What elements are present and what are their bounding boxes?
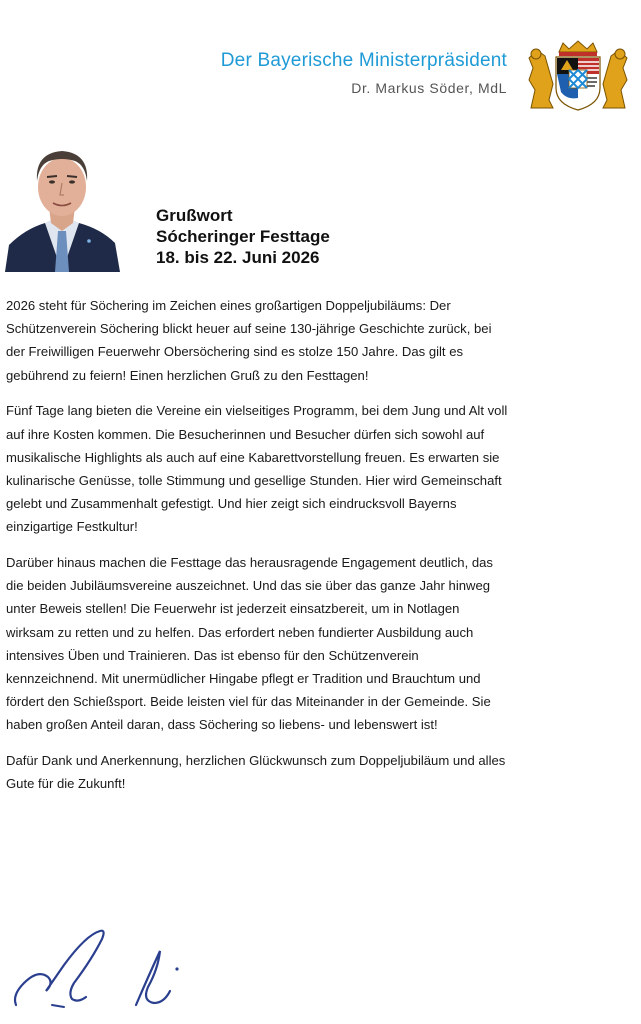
header-name: Dr. Markus Söder, MdL xyxy=(351,80,507,96)
paragraph-4: Dafür Dank und Anerkennung, herzlichen Glückwunsch zum Doppeljubiläum und alles Gute für die Zukunft! xyxy=(6,753,506,792)
heading-line-2: Sócheringer Festtage xyxy=(156,227,330,246)
bavarian-coat-of-arms-icon xyxy=(523,40,633,112)
paragraph-1: 2026 steht für Söchering im Zeichen eines großartigen Doppeljubiläums: Der Schützenverein Söchering blickt heuer auf seine 130-jährige Geschichte zurück, bei der Freiwilligen Feuerwehr Obersöchering sind es stolze 150 Jahre. Das gilt es gebührend zu feiern! Einen herzlichen Gruß zu den Festtagen! xyxy=(6,298,492,383)
portrait-photo xyxy=(5,137,120,272)
signature xyxy=(8,925,183,1015)
letter-body xyxy=(6,294,508,808)
paragraph-3: Darüber hinaus machen die Festtage das herausragende Engagement deutlich, das die beiden Jubiläumsvereine auszeichnet. Und das sie über das ganze Jahr hinweg unter Beweis stellen! Die Feuerwehr ist jederzeit einsatzbereit, um in Notlagen wirksam zu retten und zu helfen. Das erfordert neben fundierter Ausbildung auch intensives Üben und Trainieren. Das ist ebenso für den Schützenverein kennzeichnend. Mit unermüdlicher Hingabe pflegt er Tradition und Brauchtum und fördert den Schießsport. Beide leisten viel für das Miteinander in der Gemeinde. Sie haben großen Anteil daran, dass Söchering so liebens- und lebenswert ist! xyxy=(6,555,493,733)
header-title: Der Bayerische Ministerpräsident xyxy=(220,50,507,71)
heading-line-1: Grußwort xyxy=(156,206,233,225)
greeting-heading xyxy=(156,205,456,268)
paragraph-2: Fünf Tage lang bieten die Vereine ein vielseitiges Programm, bei dem Jung und Alt voll auf ihre Kosten kommen. Die Besucherinnen und Besucher dürfen sich sowohl auf musikalische Highlights als auch auf eine Kabarettvorstellung freuen. Es erwarten sie kulinarische Genüsse, tolle Stimmung und gesellige Stunden. Hier wird Gemeinschaft gelebt und Zusammenhalt gefestigt. Und hier zeigt sich eindrucksvoll Bayerns einzigartige Festkultur! xyxy=(6,403,508,535)
heading-line-3: 18. bis 22. Juni 2026 xyxy=(156,248,320,267)
